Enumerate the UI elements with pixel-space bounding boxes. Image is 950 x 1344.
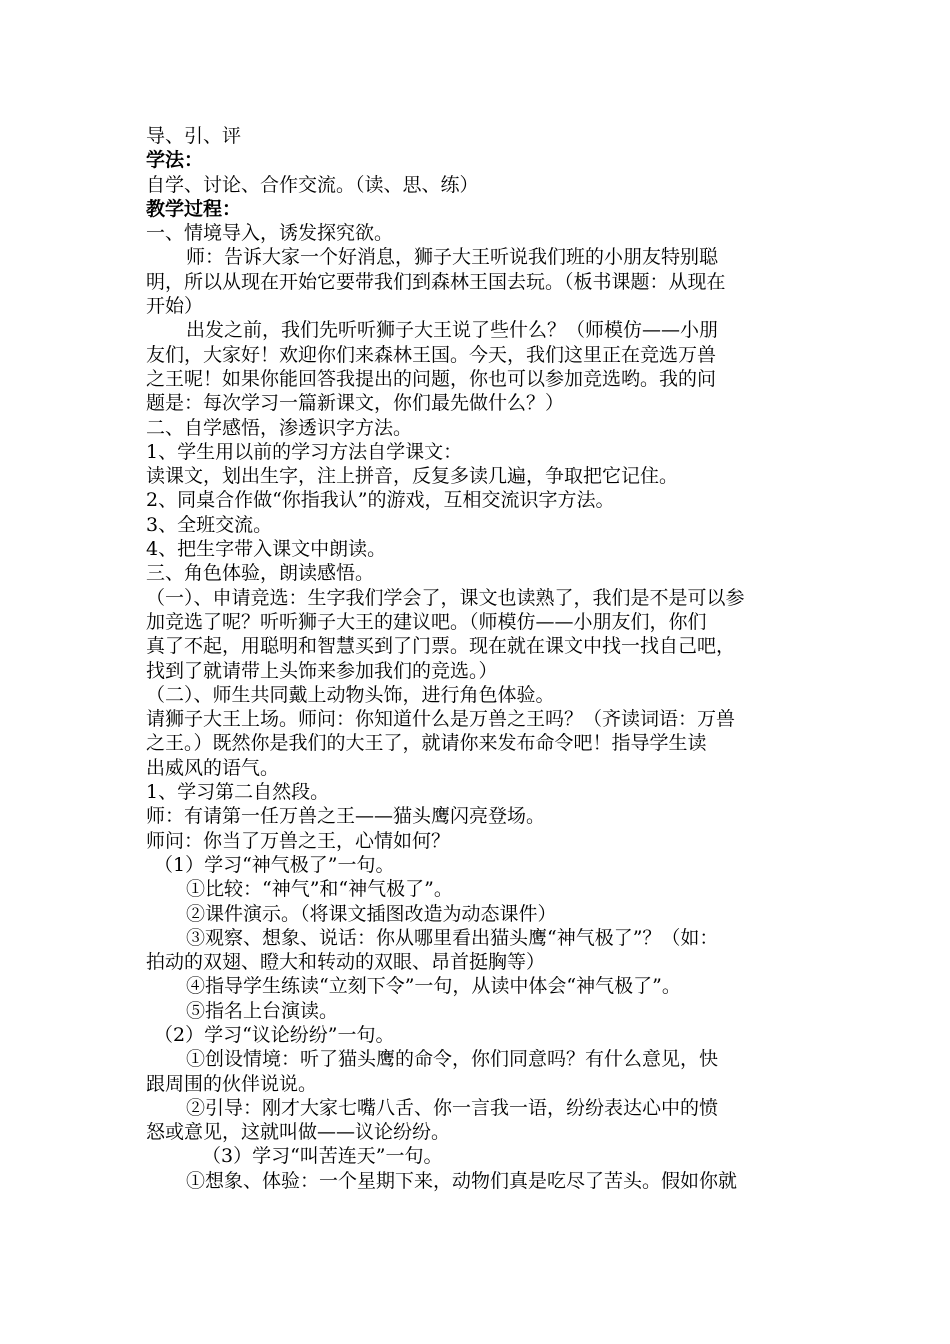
text-line: ⑤指名上台演读。 — [186, 999, 339, 1022]
text-line: 自学、讨论、合作交流。（读、思、练） — [146, 173, 479, 196]
text-line: ①比较：“神气”和“神气极了”。 — [186, 878, 453, 901]
text-line: 开始） — [146, 295, 204, 318]
text-line: 出发之前，我们先听听狮子大王说了些什么？（师模仿——小朋 — [186, 319, 719, 342]
text-line: ②引导：刚才大家七嘴八舌、你一言我一语，纷纷表达心中的愤 — [186, 1096, 719, 1119]
text-line: 请狮子大王上场。师问：你知道什么是万兽之王吗？（齐读词语：万兽 — [146, 708, 736, 731]
text-line: （二）、师生共同戴上动物头饰，进行角色体验。 — [146, 683, 555, 706]
text-line: 读课文，划出生字，注上拼音，反复多读几遍，争取把它记住。 — [146, 465, 679, 488]
text-line: 师：告诉大家一个好消息，狮子大王听说我们班的小朋友特别聪 — [186, 246, 719, 269]
text-line: 出威风的语气。 — [146, 756, 280, 779]
text-line: 1、学习第二自然段。 — [146, 781, 330, 804]
text-line: 2、同桌合作做“你指我认”的游戏，互相交流识字方法。 — [146, 489, 615, 512]
text-line: 找到了就请带上头饰来参加我们的竞选。） — [146, 659, 498, 682]
text-line: 怒或意见，这就叫做——议论纷纷。 — [146, 1121, 451, 1144]
text-line: 之王。）既然你是我们的大王了，就请你来发布命令吧！指导学生读 — [146, 732, 707, 755]
text-line: 跟周围的伙伴说说。 — [146, 1072, 318, 1095]
text-line: 明，所以从现在开始它要带我们到森林王国去玩。（板书课题：从现在 — [146, 270, 726, 293]
text-line: 师问：你当了万兽之王，心情如何？ — [146, 829, 451, 852]
text-line: 一、情境导入，诱发探究欲。 — [146, 222, 394, 245]
text-line: 师：有请第一任万兽之王——猫头鹰闪亮登场。 — [146, 805, 546, 828]
text-line: 导、引、评 — [146, 125, 242, 147]
text-line: （1）学习“神气极了”一句。 — [154, 853, 395, 876]
text-line: ④指导学生练读“立刻下令”一句，从读中体会“神气极了”。 — [186, 975, 681, 998]
text-line: ③观察、想象、说话：你从哪里看出猫头鹰“神气极了”？（如： — [186, 926, 719, 949]
document-body — [146, 124, 818, 1193]
text-line: （一）、申请竞选：生字我们学会了，课文也读熟了，我们是不是可以参 — [146, 586, 745, 609]
text-line: 真了不起，用聪明和智慧买到了门票。现在就在课文中找一找自己吧， — [146, 635, 736, 658]
text-line: ①想象、体验：一个星期下来，动物们真是吃尽了苦头。假如你就 — [186, 1169, 738, 1192]
text-line: （3）学习“叫苦连天”一句。 — [202, 1145, 443, 1168]
text-line: 题是：每次学习一篇新课文，你们最先做什么？） — [146, 392, 565, 415]
text-line: 友们，大家好！欢迎你们来森林王国。今天，我们这里正在竞选万兽 — [146, 343, 717, 366]
text-line: 之王呢！如果你能回答我提出的问题，你也可以参加竞选哟。我的问 — [146, 367, 717, 390]
text-line: 拍动的双翅、瞪大和转动的双眼、昂首挺胸等） — [146, 951, 546, 974]
text-line: 4、把生字带入课文中朗读。 — [146, 538, 387, 561]
text-line: 1、学生用以前的学习方法自学课文： — [146, 440, 463, 463]
text-line: 二、自学感悟，渗透识字方法。 — [146, 416, 413, 439]
text-line: ②课件演示。（将课文插图改造为动态课件） — [186, 902, 557, 925]
text-line: 三、角色体验，朗读感悟。 — [146, 562, 375, 585]
text-line: 加竞选了呢？听听狮子大王的建议吧。（师模仿——小朋友们，你们 — [146, 610, 707, 633]
text-line: （2）学习“议论纷纷”一句。 — [154, 1023, 395, 1046]
section-heading-study-method: 学法： — [146, 149, 204, 172]
text-line: 3、全班交流。 — [146, 513, 273, 536]
text-line: ①创设情境：听了猫头鹰的命令，你们同意吗？有什么意见，快 — [186, 1048, 719, 1071]
section-heading-teaching-process: 教学过程： — [146, 197, 242, 220]
